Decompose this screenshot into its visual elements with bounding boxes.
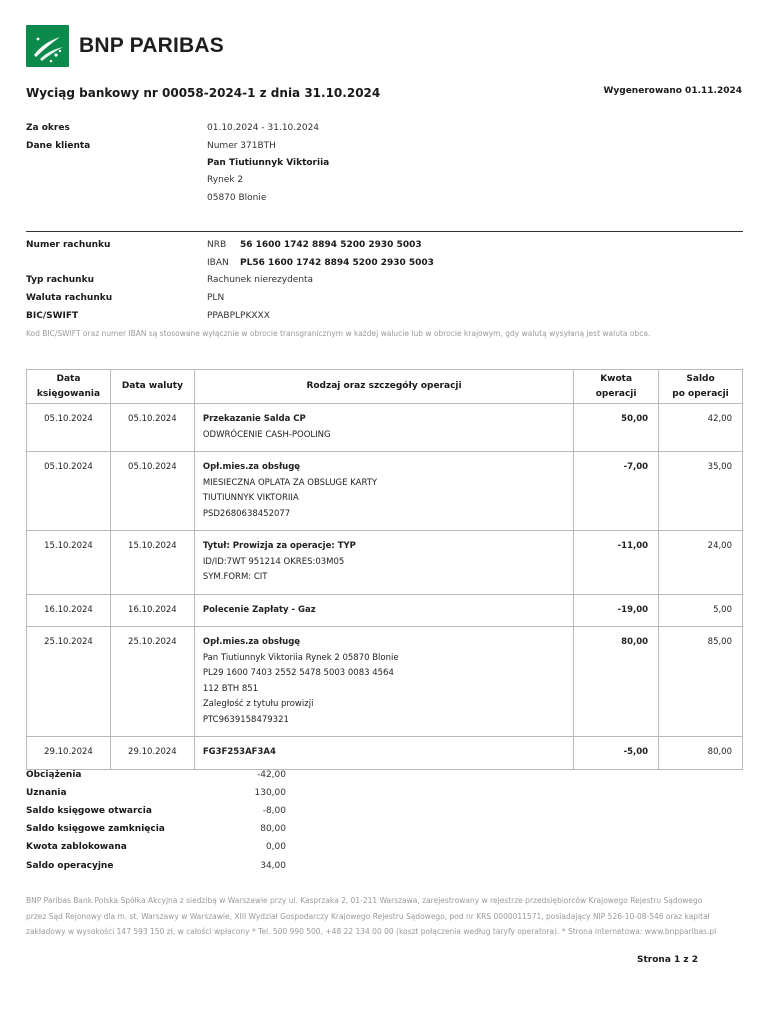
operation-details [194, 737, 573, 770]
booking-date: 05.10.2024 [27, 404, 111, 452]
summary-label-debits: Obciążenia [26, 770, 82, 780]
header-amount: Kwota operacji [574, 370, 659, 404]
footer-line: zakładowy w wysokości 147 593 150 zł, w całości wpłacony * Tel. 500 990 500, +48 22 134 00 00 (koszt połączenia według taryfy operatora). * Strona internetowa: www.bnpparibas.pl [26, 927, 717, 936]
booking-date: 15.10.2024 [27, 531, 111, 595]
operation-amount: 80,00 [574, 627, 659, 737]
booking-date: 16.10.2024 [27, 594, 111, 627]
header-details: Rodzaj oraz szczegóły operacji [194, 370, 573, 404]
summary-value-operational: 34,00 [260, 861, 286, 871]
header-balance: Saldo po operacji [659, 370, 743, 404]
operation-amount: -7,00 [574, 452, 659, 531]
summary-label-blocked: Kwota zablokowana [26, 842, 127, 852]
operation-amount: 50,00 [574, 404, 659, 452]
bic-label: BIC/SWIFT [26, 311, 79, 321]
booking-date: 05.10.2024 [27, 452, 111, 531]
iban-value: PL56 1600 1742 8894 5200 2930 5003 [240, 258, 434, 268]
operation-line: MIESIECZNA OPLATA ZA OBSLUGE KARTY [202, 477, 378, 488]
operation-line: PL29 1600 7403 2552 5478 5003 0083 4564 [202, 668, 394, 678]
brand-name: BNP PARIBAS [79, 34, 224, 57]
nrb-tag: NRB [207, 240, 227, 250]
operation-details [194, 627, 573, 737]
operation-details [194, 452, 573, 531]
summary-label-credits: Uznania [26, 788, 67, 798]
operation-title: Przekazanie Salda CP [202, 414, 306, 424]
account-number-label: Numer rachunku [26, 240, 111, 250]
value-date: 25.10.2024 [110, 627, 194, 737]
currency-label: Waluta rachunku [26, 293, 113, 303]
operation-details [194, 404, 573, 452]
table-row [27, 737, 743, 770]
currency-value: PLN [207, 293, 225, 303]
operation-amount: -11,00 [574, 531, 659, 595]
balance-after: 42,00 [659, 404, 743, 452]
operation-amount: -19,00 [574, 594, 659, 627]
table-row [27, 452, 743, 531]
operation-line: ID/ID:7WT 951214 OKRES:03M05 [202, 556, 345, 567]
operation-details [194, 594, 573, 627]
operation-line: Pan Tiutiunnyk Viktoriia Rynek 2 05870 Blonie [202, 652, 399, 663]
summary-label-operational: Saldo operacyjne [26, 861, 114, 871]
operation-line: PSD2680638452077 [202, 508, 291, 519]
section-divider [26, 231, 743, 232]
balance-after: 35,00 [659, 452, 743, 531]
value-date: 29.10.2024 [110, 737, 194, 770]
operation-amount: -5,00 [574, 737, 659, 770]
value-date: 15.10.2024 [110, 531, 194, 595]
generated-date: Wygenerowano 01.11.2024 [603, 86, 742, 96]
booking-date: 29.10.2024 [27, 737, 111, 770]
account-type-value: Rachunek nierezydenta [207, 275, 314, 285]
operation-title: Opł.mies.za obsługę [202, 462, 301, 472]
client-street: Rynek 2 [207, 175, 244, 185]
operation-line: SYM.FORM: CIT [202, 572, 268, 582]
booking-date: 25.10.2024 [27, 627, 111, 737]
operations-table [26, 369, 743, 770]
summary-value-debits: -42,00 [256, 770, 286, 780]
table-row [27, 627, 743, 737]
period-label: Za okres [26, 123, 70, 133]
period-value: 01.10.2024 - 31.10.2024 [207, 123, 320, 133]
client-name: Pan Tiutiunnyk Viktoriia [207, 158, 330, 168]
client-number: Numer 371BTH [207, 141, 276, 151]
account-type-label: Typ rachunku [26, 275, 94, 285]
statement-title: Wyciąg bankowy nr 00058-2024-1 z dnia 31.10.2024 [26, 86, 381, 100]
operation-details [194, 531, 573, 595]
operation-title: FG3F253AF3A4 [202, 747, 276, 757]
summary-value-opening: -8,00 [262, 806, 286, 816]
table-header-row [27, 370, 743, 404]
client-data-label: Dane klienta [26, 141, 91, 151]
bic-value: PPABPLPKXXX [207, 311, 270, 321]
summary-value-credits: 130,00 [254, 788, 286, 798]
iban-tag: IBAN [207, 258, 229, 268]
balance-after: 5,00 [659, 594, 743, 627]
operation-line: ODWRÓCENIE CASH-POOLING [202, 429, 331, 440]
operation-line: Zaległość z tytułu prowizji [202, 699, 314, 709]
summary-value-closing: 80,00 [260, 824, 286, 834]
header-value-date: Data waluty [110, 370, 194, 404]
table-row [27, 404, 743, 452]
operation-title: Polecenie Zapłaty - Gaz [202, 604, 316, 615]
operation-line: TIUTIUNNYK VIKTORIIA [202, 493, 299, 503]
bank-logo [26, 25, 224, 67]
balance-after: 80,00 [659, 737, 743, 770]
operation-line: 112 BTH 851 [202, 683, 259, 694]
summary-value-blocked: 0,00 [265, 842, 286, 852]
value-date: 16.10.2024 [110, 594, 194, 627]
footer-line: przez Sąd Rejonowy dla m. st. Warszawy w Warszawie, XIII Wydział Gospodarczy Krajowego Rejestru Sądowego, pod nr KRS 0000011571, posiadający NIP 526-10-08-546 oraz kapitał [26, 911, 710, 921]
page-number: Strona 1 z 2 [637, 955, 699, 965]
client-city: 05870 Blonie [207, 193, 267, 203]
legal-footer [26, 893, 746, 940]
nrb-value: 56 1600 1742 8894 5200 2930 5003 [240, 240, 422, 250]
bnp-stars-icon [26, 25, 69, 67]
operation-title: Tytuł: Prowizja za operacje: TYP [202, 541, 356, 551]
balance-after: 24,00 [659, 531, 743, 595]
value-date: 05.10.2024 [110, 404, 194, 452]
operation-line: PTC9639158479321 [202, 714, 289, 725]
table-row [27, 594, 743, 627]
header-booking-date: Data księgowania [27, 370, 111, 404]
value-date: 05.10.2024 [110, 452, 194, 531]
summary-label-opening: Saldo księgowe otwarcia [26, 806, 152, 816]
footer-line: BNP Paribas Bank Polska Spółka Akcyjna z siedzibą w Warszawie przy ul. Kasprzaka 2, 01-211 Warszawa, zarejestrowany w rejestrze przedsiębiorców Krajowego Rejestru Sądowego [26, 896, 703, 905]
operation-title: Opł.mies.za obsługę [202, 637, 301, 647]
bic-note: Kod BIC/SWIFT oraz numer IBAN są stosowane wyłącznie w obrocie transgranicznym w każdej walucie lub w obrocie krajowym, gdy walutą wysyłaną jest waluta obca. [26, 329, 651, 338]
balance-after: 85,00 [659, 627, 743, 737]
table-row [27, 531, 743, 595]
summary-label-closing: Saldo księgowe zamknięcia [26, 824, 165, 834]
